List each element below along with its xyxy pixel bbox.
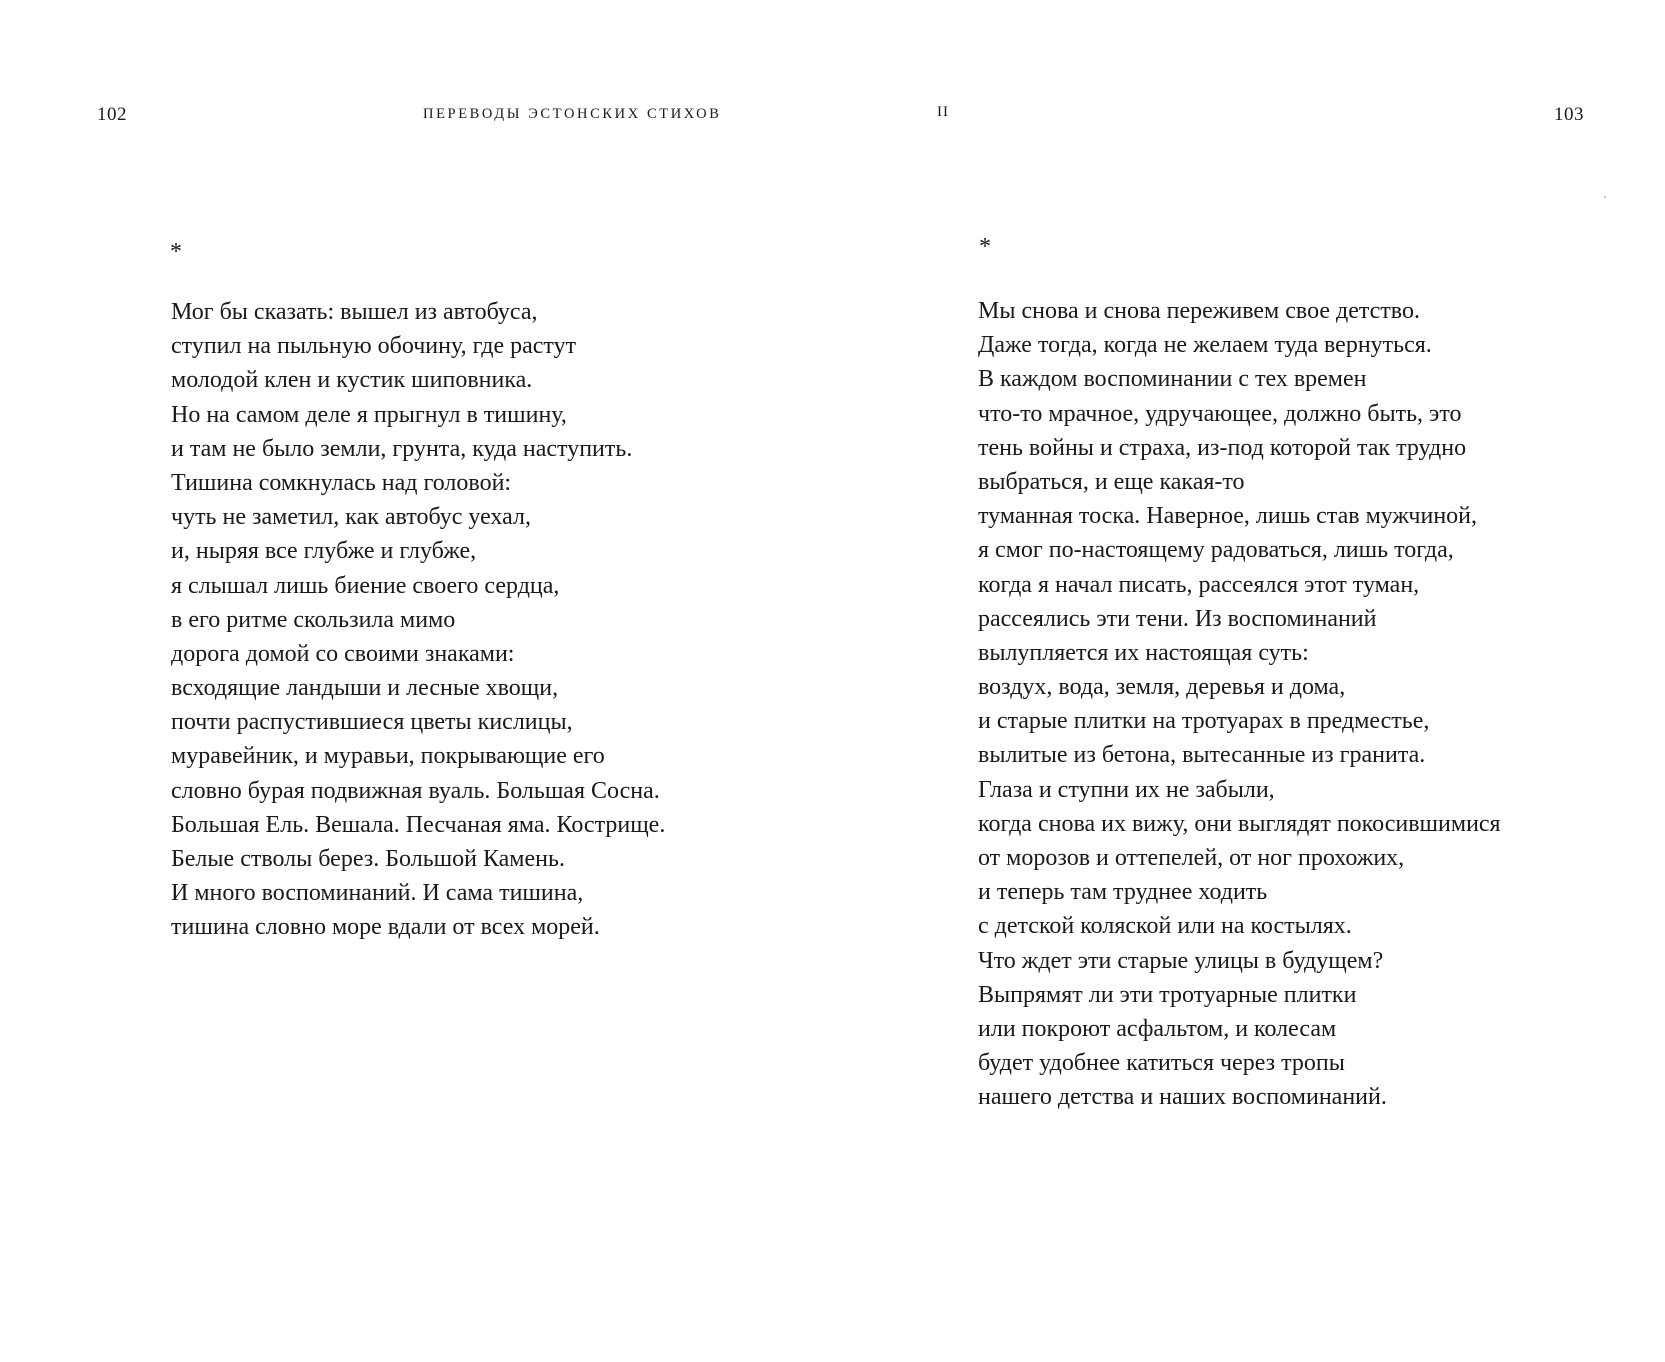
poem-line: В каждом воспоминании с тех времен bbox=[978, 366, 1367, 393]
poem-line: я смог по-настоящему радоваться, лишь тогда, bbox=[978, 537, 1454, 564]
poem-line: когда я начал писать, рассеялся этот туман, bbox=[978, 571, 1420, 598]
running-head: ПЕРЕВОДЫ ЭСТОНСКИХ СТИХОВ bbox=[423, 106, 722, 122]
poem-asterisk-left: * bbox=[170, 239, 182, 265]
poem-asterisk-right: * bbox=[979, 234, 991, 260]
poem-line: вылупляется их настоящая суть: bbox=[978, 639, 1309, 666]
poem-line: или покроют асфальтом, и колесам bbox=[978, 1015, 1337, 1042]
poem-line: воздух, вода, земля, деревья и дома, bbox=[978, 674, 1346, 701]
poem-line: когда снова их вижу, они выглядят покосившимися bbox=[978, 810, 1501, 837]
poem-line: Но на самом деле я прыгнул в тишину, bbox=[171, 401, 567, 428]
poem-line: вылитые из бетона, вытесанные из гранита. bbox=[978, 742, 1426, 769]
poem-line: выбраться, и еще какая-то bbox=[978, 468, 1245, 495]
poem-line: с детской коляской или на костылях. bbox=[978, 913, 1352, 940]
poem-line: И много воспоминаний. И сама тишина, bbox=[171, 880, 584, 907]
poem-line: рассеялись эти тени. Из воспоминаний bbox=[978, 605, 1377, 632]
left-page bbox=[0, 0, 832, 1362]
poem-line: всходящие ландыши и лесные хвощи, bbox=[171, 675, 559, 702]
section-numeral: II bbox=[937, 104, 949, 120]
poem-line: и старые плитки на тротуарах в предместье, bbox=[978, 708, 1430, 735]
poem-line: Даже тогда, когда не желаем туда вернуться. bbox=[978, 332, 1432, 359]
poem-line: чуть не заметил, как автобус уехал, bbox=[171, 504, 531, 531]
poem-line: Выпрямят ли эти тротуарные плитки bbox=[978, 981, 1357, 1008]
poem-line: тишина словно море вдали от всех морей. bbox=[171, 914, 600, 941]
poem-line: что-то мрачное, удручающее, должно быть, это bbox=[978, 400, 1462, 427]
poem-line: Тишина сомкнулась над головой: bbox=[171, 469, 512, 496]
page-number-right: 103 bbox=[1554, 104, 1584, 125]
poem-line: Мог бы сказать: вышел из автобуса, bbox=[171, 299, 538, 325]
poem-line: от морозов и оттепелей, от ног прохожих, bbox=[978, 845, 1405, 871]
poem-line: муравейник, и муравьи, покрывающие его bbox=[171, 743, 605, 770]
right-page bbox=[832, 0, 1665, 1362]
page-number-left: 102 bbox=[97, 104, 127, 125]
poem-line: дорога домой со своими знаками: bbox=[171, 640, 515, 667]
poem-line: Белые стволы берез. Большой Камень. bbox=[171, 846, 565, 872]
poem-line: Глаза и ступни их не забыли, bbox=[978, 776, 1275, 803]
poem-line: тень войны и страха, из-под которой так трудно bbox=[978, 434, 1467, 461]
poem-line: и теперь там труднее ходить bbox=[978, 879, 1268, 906]
poem-line: в его ритме скользила мимо bbox=[171, 606, 456, 633]
poem-line: Что ждет эти старые улицы в будущем? bbox=[978, 947, 1384, 974]
poem-line: Мы снова и снова переживем свое детство. bbox=[978, 298, 1420, 324]
poem-line: Большая Ель. Вешала. Песчаная яма. Кострище. bbox=[171, 811, 666, 838]
poem-line: словно бурая подвижная вуаль. Большая Сосна. bbox=[171, 777, 660, 804]
poem-line: будет удобнее катиться через тропы bbox=[978, 1050, 1345, 1077]
poem-right bbox=[978, 294, 1501, 1115]
poem-line: и там не было земли, грунта, куда наступить. bbox=[171, 435, 633, 462]
poem-line: ступил на пыльную обочину, где растут bbox=[171, 333, 577, 360]
poem-line: и, ныряя все глубже и глубже, bbox=[171, 538, 477, 565]
poem-line: почти распустившиеся цветы кислицы, bbox=[171, 709, 573, 736]
poem-line: туманная тоска. Наверное, лишь став мужчиной, bbox=[978, 503, 1478, 530]
poem-left bbox=[171, 295, 665, 945]
poem-line: нашего детства и наших воспоминаний. bbox=[978, 1084, 1387, 1111]
poem-line: я слышал лишь биение своего сердца, bbox=[171, 572, 560, 599]
paper-speck bbox=[1604, 196, 1606, 198]
poem-line: молодой клен и кустик шиповника. bbox=[171, 367, 533, 394]
